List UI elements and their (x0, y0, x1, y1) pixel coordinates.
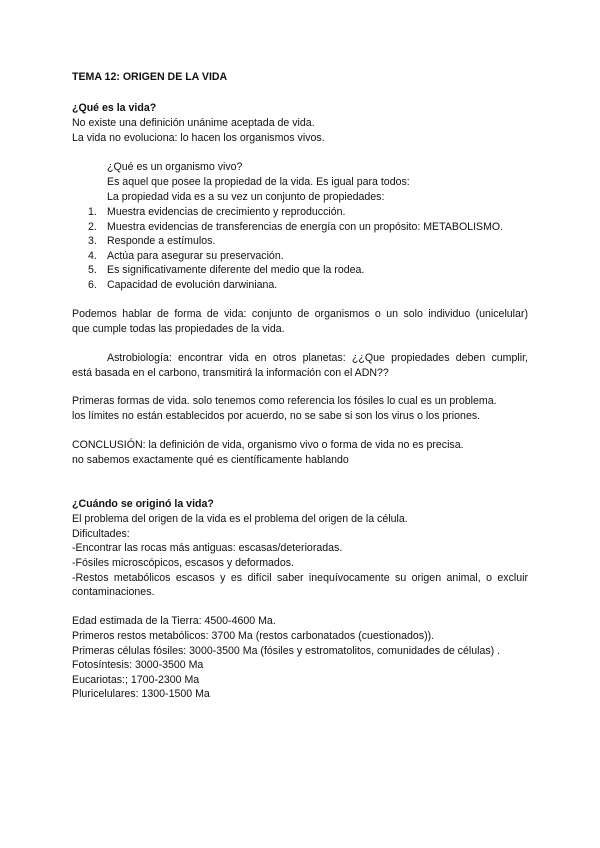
list-item: Es significativamente diferente del medio que la rodea. (107, 264, 365, 276)
list-number: 2. (88, 221, 97, 233)
list-number: 1. (88, 206, 97, 218)
paragraph-line: Podemos hablar de forma de vida: conjunto de organismos o un solo individuo (unicelular) (72, 308, 528, 320)
paragraph-line: El problema del origen de la vida es el problema del origen de la célula. (72, 513, 408, 525)
paragraph-line: Primeras formas de vida. solo tenemos como referencia los fósiles lo cual es un problema. (72, 395, 497, 407)
answer-line: La propiedad vida es a su vez un conjunto de propiedades: (107, 191, 385, 203)
timeline-item: Fotosíntesis: 3000-3500 Ma (72, 659, 204, 671)
list-number: 4. (88, 250, 97, 262)
paragraph-line: No existe una definición unánime aceptada de vida. (72, 117, 315, 129)
question-line: ¿Qué es un organismo vivo? (107, 161, 243, 173)
list-item: Responde a estímulos. (107, 235, 216, 247)
difficulty-item: -Encontrar las rocas más antiguas: escasas/deterioradas. (72, 542, 343, 554)
list-number: 5. (88, 264, 97, 276)
section-heading-que-es-la-vida: ¿Qué es la vida? (72, 102, 157, 114)
list-item: Muestra evidencias de crecimiento y reproducción. (107, 206, 346, 218)
difficulty-item: contaminaciones. (72, 586, 155, 598)
timeline-item: Eucariotas:; 1700-2300 Ma (72, 674, 200, 686)
timeline-item: Pluricelulares: 1300-1500 Ma (72, 688, 210, 700)
paragraph-line: los límites no están establecidos por acuerdo, no se sabe si son los virus o los priones. (72, 410, 481, 422)
page-title: TEMA 12: ORIGEN DE LA VIDA (72, 71, 228, 83)
list-item: Muestra evidencias de transferencias de energía con un propósito: METABOLISMO. (107, 221, 504, 233)
timeline-item: Primeros restos metabólicos: 3700 Ma (restos carbonatados (cuestionados)). (72, 630, 435, 642)
section-heading-cuando-se-origino: ¿Cuándo se originó la vida? (72, 498, 214, 510)
list-number: 6. (88, 279, 97, 291)
conclusion-line: no sabemos exactamente qué es científicamente hablando (72, 454, 349, 466)
paragraph-line: que cumple todas las propiedades de la vida. (72, 323, 285, 335)
difficulty-item: -Restos metabólicos escasos y es difícil saber inequívocamente su origen animal, o excluir (72, 572, 528, 584)
list-number: 3. (88, 235, 97, 247)
timeline-item: Edad estimada de la Tierra: 4500-4600 Ma. (72, 615, 276, 627)
difficulty-item: -Fósiles microscópicos, escasos y deformados. (72, 557, 294, 569)
conclusion-line: CONCLUSIÓN: la definición de vida, organismo vivo o forma de vida no es precisa. (72, 439, 464, 451)
paragraph-line: La vida no evoluciona: lo hacen los organismos vivos. (72, 132, 325, 144)
answer-line: Es aquel que posee la propiedad de la vida. Es igual para todos: (107, 176, 410, 188)
list-item: Actúa para asegurar su preservación. (107, 250, 284, 262)
list-item: Capacidad de evolución darwiniana. (107, 279, 278, 291)
paragraph-line: Astrobiología: encontrar vida en otros planetas: ¿¿Que propiedades deben cumplir, (107, 352, 528, 364)
timeline-item: Primeras células fósiles: 3000-3500 Ma (fósiles y estromatolitos, comunidades de células) . (72, 645, 501, 657)
paragraph-line: está basada en el carbono, transmitirá la información con el ADN?? (72, 367, 389, 379)
paragraph-line: Dificultades: (72, 528, 130, 540)
